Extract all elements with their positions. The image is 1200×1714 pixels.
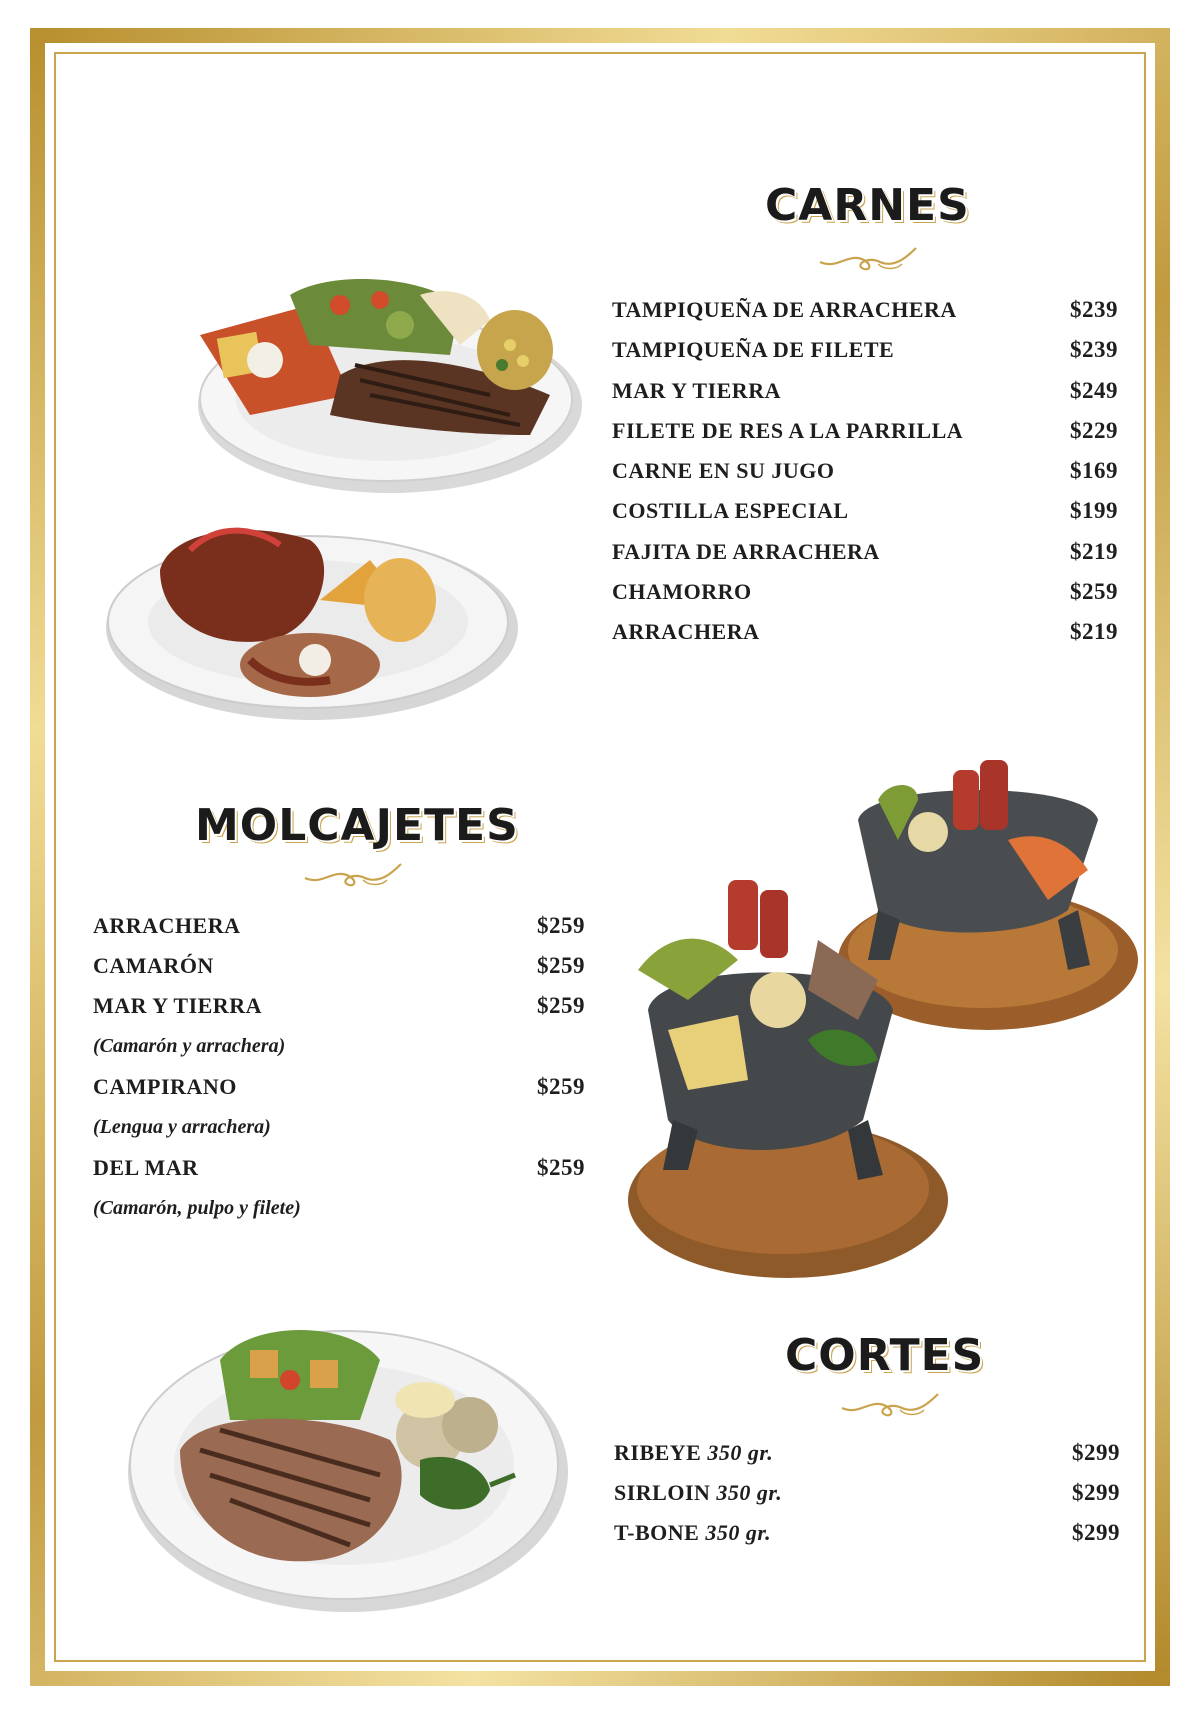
item-price: $259	[537, 1155, 585, 1180]
menu-item-row	[612, 337, 1118, 363]
item-description: (Camarón, pulpo y filete)	[93, 1197, 301, 1219]
item-price: $259	[537, 993, 585, 1018]
menu-item-row	[612, 539, 1118, 565]
carnes-title: CARNES	[765, 180, 970, 231]
item-price: $259	[1070, 579, 1118, 604]
menu-item-row	[93, 953, 585, 979]
item-weight: 350 gr.	[716, 1480, 783, 1505]
item-price: $299	[1072, 1480, 1120, 1505]
carnes-flourish-ornament	[818, 240, 918, 274]
menu-item-row	[612, 418, 1118, 444]
item-price: $199	[1070, 498, 1118, 523]
item-name: CAMPIRANO	[93, 1074, 237, 1099]
item-name: MAR Y TIERRA	[612, 378, 781, 403]
menu-item-row	[93, 1074, 585, 1100]
cortes-title: CORTES	[785, 1330, 985, 1381]
tampiquena-plate-photo	[190, 265, 590, 505]
item-name: RIBEYE	[614, 1440, 702, 1465]
item-name: MAR Y TIERRA	[93, 993, 262, 1018]
menu-item-row	[614, 1520, 1120, 1546]
item-weight: 350 gr.	[705, 1520, 772, 1545]
item-price: $259	[537, 953, 585, 978]
item-name: T-BONE	[614, 1520, 700, 1545]
menu-item-row	[612, 378, 1118, 404]
menu-item-row	[612, 619, 1118, 645]
item-name: ARRACHERA	[612, 619, 760, 644]
chamorro-plate-photo	[100, 510, 520, 730]
item-name: FILETE DE RES A LA PARRILLA	[612, 418, 964, 443]
item-name: FAJITA DE ARRACHERA	[612, 539, 880, 564]
item-description: (Camarón y arrachera)	[93, 1035, 286, 1057]
menu-item-row	[93, 993, 585, 1019]
molcajetes-flourish-ornament	[303, 856, 403, 890]
item-weight: 350 gr.	[707, 1440, 774, 1465]
menu-item-row	[93, 1155, 585, 1181]
item-price: $169	[1070, 458, 1118, 483]
molcajetes-title: MOLCAJETES	[195, 800, 519, 851]
item-price: $299	[1072, 1440, 1120, 1465]
item-name: COSTILLA ESPECIAL	[612, 498, 849, 523]
item-price: $229	[1070, 418, 1118, 443]
item-name: ARRACHERA	[93, 913, 241, 938]
menu-item-row	[612, 458, 1118, 484]
item-price: $219	[1070, 539, 1118, 564]
steak-plate-photo	[120, 1300, 570, 1620]
item-price: $299	[1072, 1520, 1120, 1545]
item-name: DEL MAR	[93, 1155, 199, 1180]
item-name: SIRLOIN	[614, 1480, 711, 1505]
item-name: CAMARÓN	[93, 953, 214, 978]
menu-item-row	[614, 1480, 1120, 1506]
item-price: $219	[1070, 619, 1118, 644]
item-description: (Lengua y arrachera)	[93, 1116, 271, 1138]
menu-item-row	[93, 913, 585, 939]
item-price: $239	[1070, 297, 1118, 322]
item-name: TAMPIQUEÑA DE FILETE	[612, 337, 895, 362]
menu-item-row	[612, 498, 1118, 524]
item-name: CARNE EN SU JUGO	[612, 458, 835, 483]
menu-item-row	[614, 1440, 1120, 1466]
item-name: CHAMORRO	[612, 579, 752, 604]
molcajetes-photo	[628, 760, 1140, 1280]
menu-item-row	[612, 297, 1118, 323]
item-price: $249	[1070, 378, 1118, 403]
menu-item-row	[612, 579, 1118, 605]
item-price: $259	[537, 1074, 585, 1099]
item-price: $239	[1070, 337, 1118, 362]
item-name: TAMPIQUEÑA DE ARRACHERA	[612, 297, 957, 322]
item-price: $259	[537, 913, 585, 938]
cortes-flourish-ornament	[840, 1386, 940, 1420]
